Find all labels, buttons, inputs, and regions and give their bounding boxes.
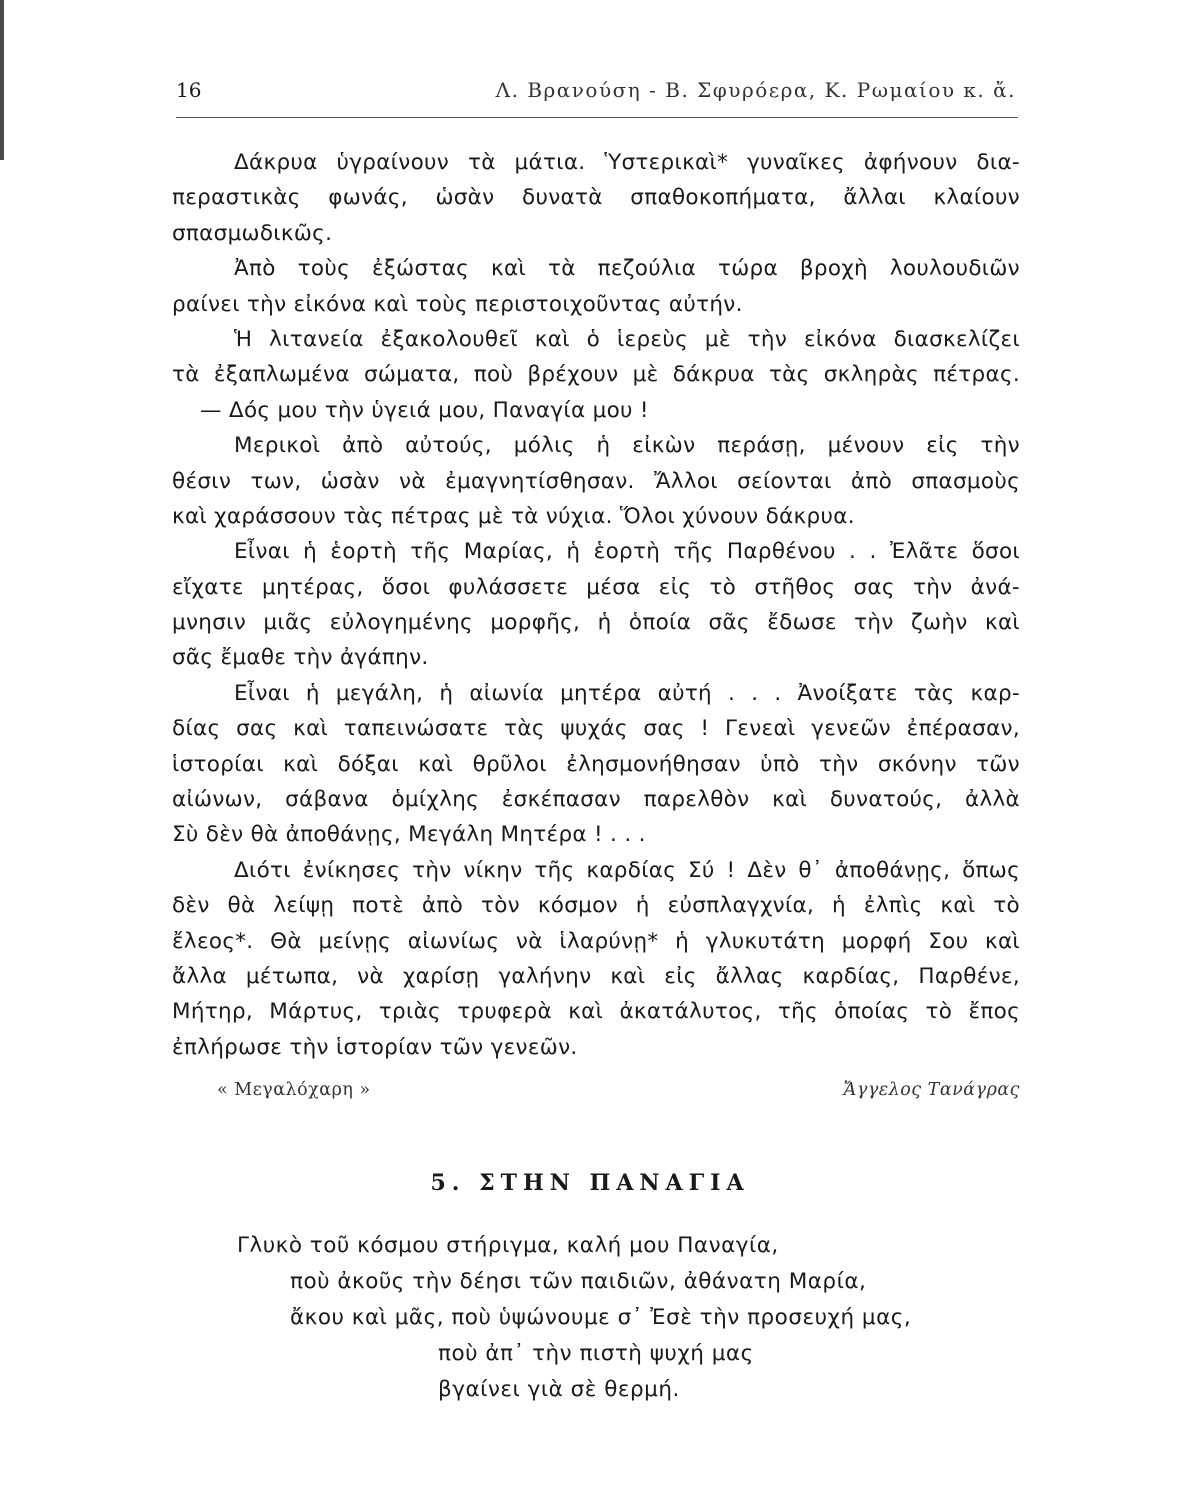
text-line: τὰ ἐξαπλωμένα σώματα, ποὺ βρέχουν μὲ δάκρυα τὰς σκληρὰς πέτρας.	[172, 362, 1020, 388]
header-rule	[176, 117, 1018, 118]
text-line: περαστικὰς φωνάς, ὡσὰν δυνατὰ σπαθοκοπήματα, ἄλλαι κλαίουν	[172, 185, 1020, 211]
text-line: σπασμωδικῶς.	[172, 220, 333, 246]
text-line: σᾶς ἔμαθε τὴν ἀγάπην.	[172, 645, 429, 671]
text-line: ἄλλα μέτωπα, νὰ χαρίσῃ γαλήνην καὶ εἰς ἄλλας καρδίας, Παρθένε,	[172, 963, 1020, 989]
text-line: ἱστορίαι καὶ δόξαι καὶ θρῦλοι ἐλησμονήθησαν ὑπὸ τὴν σκόνην τῶν	[172, 751, 1020, 777]
text-line: Μήτηρ, Μάρτυς, τριὰς τρυφερὰ καὶ ἀκατάλυτος, τῆς ὁποίας τὸ ἔπος	[172, 999, 1020, 1025]
text-line: δὲν θὰ λείψῃ ποτὲ ἀπὸ τὸν κόσμον ἡ εὐσπλαγχνία, ἡ ἐλπὶς καὶ τὸ	[172, 893, 1020, 919]
text-line: Ἀπὸ τοὺς ἐξώστας καὶ τὰ πεζούλια τώρα βροχὴ λουλουδιῶν	[234, 256, 1020, 282]
text-line: Εἶναι ἡ μεγάλη, ἡ αἰωνία μητέρα αὐτή . . . Ἀνοίξατε τὰς καρ-	[234, 680, 1020, 706]
poem-line: ποὺ ἀπ᾽ τὴν πιστὴ ψυχή μας	[438, 1341, 754, 1366]
poem-line: Γλυκὸ τοῦ κόσμου στήριγμα, καλή μου Παναγία,	[237, 1233, 779, 1258]
source-attribution: « Μεγαλόχαρη »	[217, 1080, 371, 1100]
text-line: δίας σας καὶ ταπεινώσατε τὰς ψυχάς σας ! Γενεαὶ γενεῶν ἐπέρασαν,	[172, 716, 1020, 742]
text-line: Δάκρυα ὑγραίνουν τὰ μάτια. Ὑστερικαὶ* γυναῖκες ἀφήνουν δια-	[234, 150, 1020, 175]
text-line: εἴχατε μητέρας, ὅσοι φυλάσσετε μέσα εἰς τὸ στῆθος σας τὴν ἀνά-	[172, 574, 1020, 600]
poem-line: ἄκου καὶ μᾶς, ποὺ ὑψώνουμε σ᾽ Ἐσὲ τὴν προσευχή μας,	[290, 1305, 912, 1330]
text-line: Μερικοὶ ἀπὸ αὐτούς, μόλις ἡ εἰκὼν περάσῃ, μένουν εἰς τὴν	[234, 433, 1020, 459]
text-line: ραίνει τὴν εἰκόνα καὶ τοὺς περιστοιχοῦντας αὐτήν.	[172, 291, 743, 317]
text-line: Ἡ λιτανεία ἐξακολουθεῖ καὶ ὁ ἱερεὺς μὲ τὴν εἰκόνα διασκελίζει	[234, 326, 1020, 352]
text-line: ἔλεος*. Θὰ μείνῃς αἰωνίως νὰ ἱλαρύνῃ* ἡ γλυκυτάτη μορφή Σου καὶ	[172, 928, 1020, 954]
author-attribution: Ἄγγελος Τανάγρας	[843, 1080, 1020, 1100]
text-line: καὶ χαράσσουν τὰς πέτρας μὲ τὰ νύχια. Ὅλοι χύνουν δάκρυα.	[172, 503, 855, 529]
text-line: Διότι ἐνίκησες τὴν νίκην τῆς καρδίας Σύ ! Δὲν θ᾽ ἀποθάνῃς, ὅπως	[234, 857, 1020, 883]
text-line: — Δός μου τὴν ὑγειά μου, Παναγία μου !	[200, 397, 649, 423]
page-edge-mark	[0, 0, 4, 160]
text-line: μνησιν μιᾶς εὐλογημένης μορφῆς, ἡ ὁποία σᾶς ἔδωσε τὴν ζωὴν καὶ	[172, 610, 1020, 636]
page-number: 16	[176, 78, 202, 102]
poem-line: βγαίνει γιὰ σὲ θερμή.	[438, 1377, 680, 1402]
text-line: θέσιν των, ὡσὰν νὰ ἐμαγνητίσθησαν. Ἄλλοι σείονται ἀπὸ σπασμοὺς	[172, 468, 1020, 494]
text-line: αἰώνων, σάβανα ὁμίχλης ἐσκέπασαν παρελθὸν καὶ δυνατούς, ἀλλὰ	[172, 787, 1020, 813]
poem-line: ποὺ ἀκοῦς τὴν δέησι τῶν παιδιῶν, ἀθάνατη Μαρία,	[290, 1269, 867, 1294]
text-line: ἐπλήρωσε τὴν ἱστορίαν τῶν γενεῶν.	[172, 1034, 578, 1060]
text-line: Εἶναι ἡ ἑορτὴ τῆς Μαρίας, ἡ ἑορτὴ τῆς Παρθένου . . Ἐλᾶτε ὅσοι	[234, 539, 1020, 565]
running-head: Λ. Βρανούση - Β. Σφυρόερα, Κ. Ρωμαίου κ. ἄ.	[495, 78, 1016, 102]
prose-body	[172, 145, 1020, 1065]
section-title: 5. ΣΤΗΝ ΠΑΝΑΓΙΑ	[430, 1170, 750, 1196]
page-header	[176, 78, 1016, 108]
text-line: Σὺ δὲν θὰ ἀποθάνῃς, Μεγάλη Μητέρα ! . . .	[172, 822, 646, 848]
